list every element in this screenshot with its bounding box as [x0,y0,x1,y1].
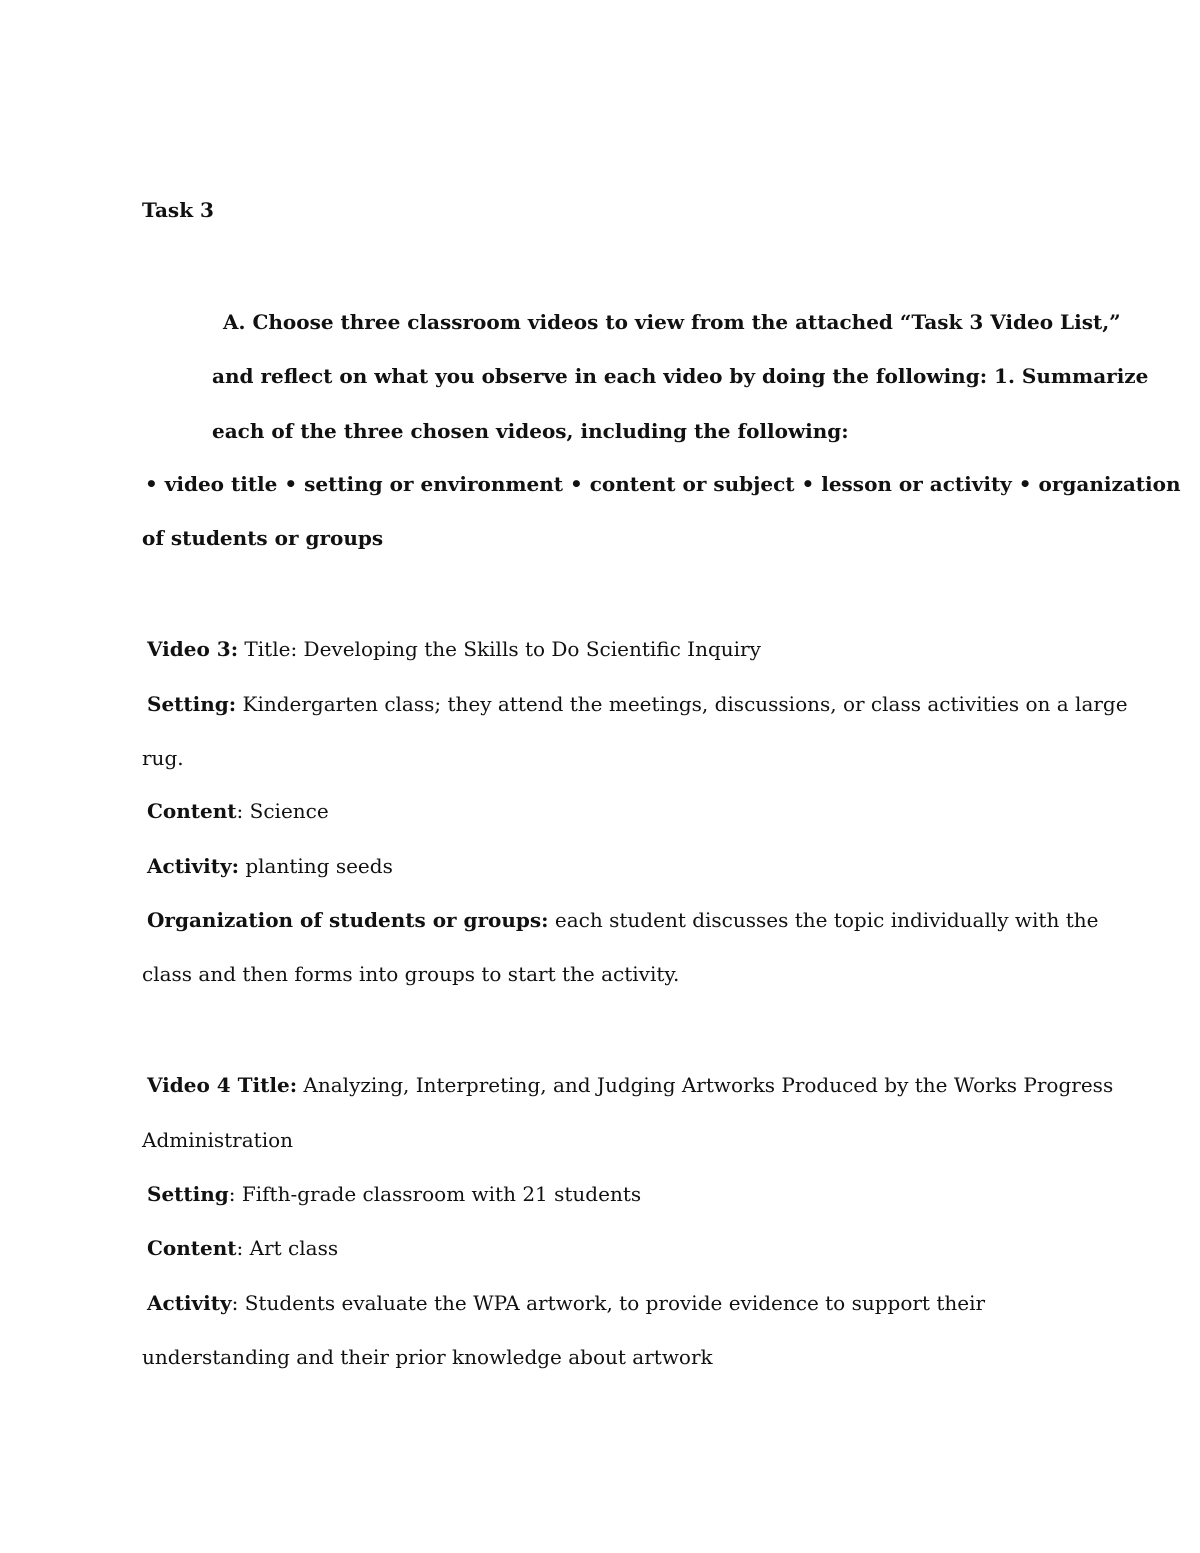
video3-content-line [147,798,329,824]
video4-title-value: Analyzing, Interpreting, and Judging Artworks Produced by the Works Progress [297,1073,1114,1097]
video4-activity-line [147,1290,985,1316]
video4-setting-line [147,1181,641,1207]
video3-activity-line [147,853,393,879]
video3-title-value: Title: Developing the Skills to Do Scientific Inquiry [238,637,761,661]
video4-activity-value: : Students evaluate the WPA artwork, to provide evidence to support their [231,1291,986,1315]
video3-content-label: Content [147,799,237,823]
video4-title-line [147,1072,1113,1098]
prompt-line-3: each of the three chosen videos, including the following: [212,419,849,443]
video3-setting-value: Kindergarten class; they attend the meetings, discussions, or class activities on a large [236,692,1128,716]
video4-activity-continuation: understanding and their prior knowledge about artwork [142,1345,713,1369]
video3-title-line [147,636,761,662]
video3-title-label: Video 3: [147,637,239,661]
video4-setting-label: Setting [147,1182,229,1206]
video3-organization-continuation: class and then forms into groups to start the activity. [142,962,680,986]
video3-activity-value: planting seeds [239,854,393,878]
video4-activity-label: Activity [147,1291,232,1315]
video4-setting-value: : Fifth-grade classroom with 21 students [228,1182,642,1206]
video3-setting-label: Setting: [147,692,237,716]
video3-activity-label: Activity: [147,854,239,878]
video3-organization-value: each student discusses the topic individually with the [548,908,1099,932]
prompt-line-2: and reflect on what you observe in each video by doing the following: 1. Summarize [212,364,1149,388]
video3-setting-line [147,691,1128,717]
video4-title-continuation: Administration [142,1128,294,1152]
prompt-line-1: A. Choose three classroom videos to view from the attached “Task 3 Video List,” [223,310,1121,334]
document-heading: Task 3 [142,198,214,222]
video3-setting-continuation: rug. [142,746,184,770]
prompt-bullets-continuation: of students or groups [142,526,384,550]
video4-title-label: Video 4 Title: [147,1073,298,1097]
video4-content-value: : Art class [236,1236,339,1260]
prompt-bullets-line: • video title • setting or environment • content or subject • lesson or activity • organization [145,472,1181,496]
video3-content-value: : Science [236,799,329,823]
video4-content-label: Content [147,1236,237,1260]
video4-content-line [147,1235,338,1261]
video3-organization-label: Organization of students or groups: [147,908,549,932]
video3-organization-line [147,907,1098,933]
